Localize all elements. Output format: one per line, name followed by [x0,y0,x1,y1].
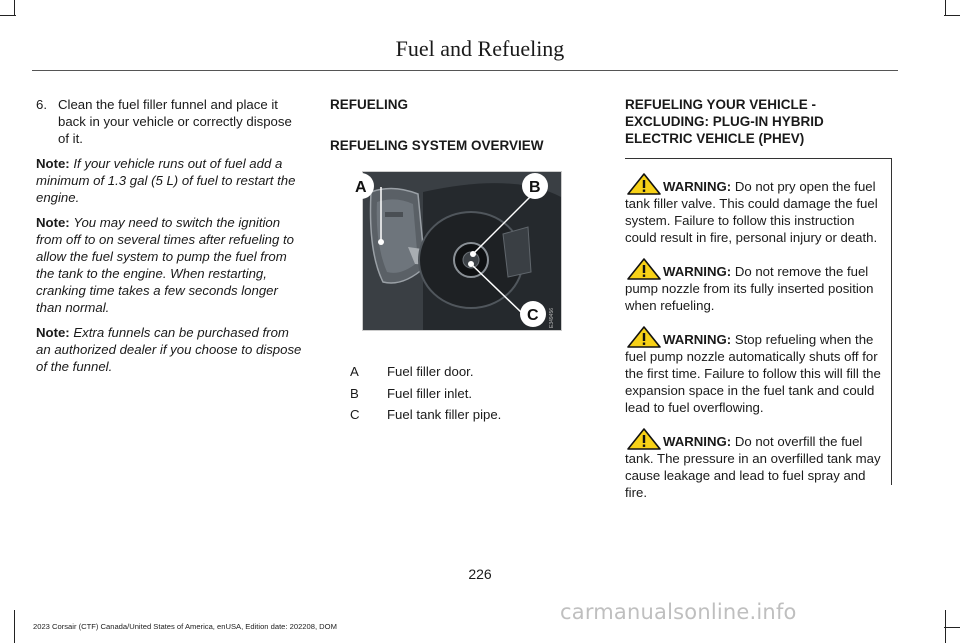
column-1 [36,96,306,383]
warning-item: WARNING: Do not pry open the fuel tank filler valve. This could damage the fuel system. Failure to follow this instruction could result in fire, personal injury or death. [625,173,891,246]
figure-label-b: B [529,179,541,196]
warning-icon [625,173,663,195]
column-3 [625,96,895,147]
crop-mark [945,0,946,16]
crop-mark [944,627,960,628]
header-divider [32,70,898,71]
callout-text: Fuel filler door. [387,364,474,380]
callout-letter: B [350,385,359,401]
callout-row [350,361,560,383]
warning-icon [625,258,663,280]
note-funnels: Note: Extra funnels can be purchased from an authorized dealer if you choose to dispose of the funnel. [36,325,302,374]
callout-text: Fuel tank filler pipe. [387,407,502,423]
page-title: Fuel and Refueling [395,36,565,61]
callout-row [350,383,560,405]
figure-code: E349456 [549,307,555,328]
note-ignition: Note: You may need to switch the ignition from off to on several times after refueling to allow the fuel system to pump the fuel from the tank to the engine. When restarting, cranking time takes a few seconds longer than normal. [36,215,295,315]
crop-mark [0,15,16,16]
crop-mark [14,610,15,643]
instruction-step [36,96,306,147]
fuel-filler-illustration [355,172,561,330]
warning-item: WARNING: Do not overfill the fuel tank. The pressure in an overfilled tank may cause leakage and lead to fuel spray and fire. [625,428,891,501]
crop-mark [14,0,15,16]
callout-letter: A [350,364,359,380]
step-text: Clean the fuel filler funnel and place it back in your vehicle or correctly dispose of it. [58,97,292,146]
edition-footer: 2023 Corsair (CTF) Canada/United States of America, enUSA, Edition date: 202208, DOM [33,622,337,631]
watermark: carmanualsonline.info [560,600,797,624]
section-heading-refueling: REFUELING [330,97,409,112]
warning-item: WARNING: Stop refueling when the fuel pump nozzle automatically shuts off for the first time. Failure to follow this will fill the expansion space in the fuel tank and could lead to fuel overflowing. [625,326,891,416]
fuel-filler-figure [355,171,562,331]
warning-icon [625,428,663,450]
column-2 [330,96,576,154]
crop-mark [944,15,960,16]
figure-label-c: C [527,307,539,324]
callout-list [350,361,560,426]
warning-icon [625,326,663,348]
step-number: 6. [36,97,47,112]
figure-label-a: A [355,179,367,196]
warning-item: WARNING: Do not remove the fuel pump nozzle from its fully inserted position when refueling. [625,258,891,314]
warning-box [625,158,892,500]
section-heading-refueling-vehicle: REFUELING YOUR VEHICLE - EXCLUDING: PLUG-IN HYBRID ELECTRIC VEHICLE (PHEV) [625,97,824,146]
section-heading-system-overview: REFUELING SYSTEM OVERVIEW [330,138,544,153]
page-number: 226 [468,566,492,582]
callout-text: Fuel filler inlet. [387,385,473,401]
callout-letter: C [350,407,360,423]
note-fuel-amount: Note: If your vehicle runs out of fuel add a minimum of 1.3 gal (5 L) of fuel to restart the engine. [36,156,296,205]
callout-row [350,404,560,426]
